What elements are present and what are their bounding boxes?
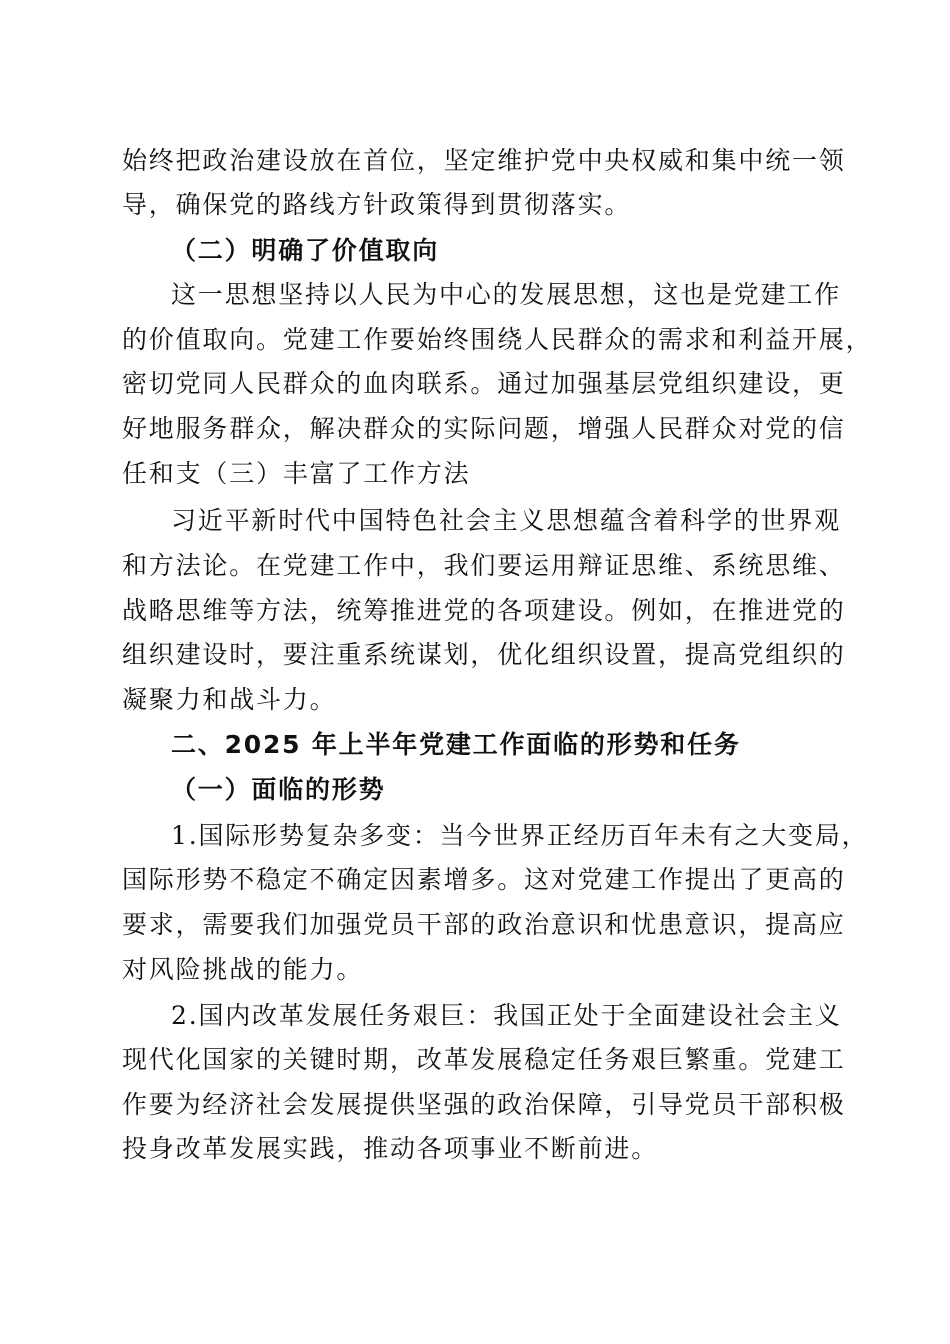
section-subheading: （一）面临的形势 [171, 775, 386, 804]
paragraph-line: 作要为经济社会发展提供坚强的政治保障，引导党员干部积极 [122, 1090, 846, 1119]
paragraph-line: 任和支（三）丰富了工作方法 [122, 459, 471, 488]
paragraph-line: 组织建设时，要注重系统谋划，优化组织设置，提高党组织的 [122, 640, 846, 669]
paragraph-line: 的价值取向。党建工作要始终围绕人民群众的需求和利益开展， [122, 325, 873, 354]
paragraph-line: 密切党同人民群众的血肉联系。通过加强基层党组织建设，更 [122, 369, 846, 398]
paragraph-line: 始终把政治建设放在首位，坚定维护党中央权威和集中统一领 [122, 146, 846, 175]
paragraph-line: 战略思维等方法，统筹推进党的各项建设。例如，在推进党的 [122, 596, 846, 625]
paragraph-line: 习近平新时代中国特色社会主义思想蕴含着科学的世界观 [171, 506, 842, 535]
section-heading: 二、2025 年上半年党建工作面临的形势和任务 [171, 730, 741, 759]
paragraph-line: 2.国内改革发展任务艰巨：我国正处于全面建设社会主义 [171, 1001, 842, 1030]
paragraph-line: 1.国际形势复杂多变：当今世界正经历百年未有之大变局， [171, 821, 869, 850]
paragraph-line: 好地服务群众，解决群众的实际问题，增强人民群众对党的信 [122, 414, 846, 443]
paragraph-line: 现代化国家的关键时期，改革发展稳定任务艰巨繁重。党建工 [122, 1045, 846, 1074]
paragraph-line: 投身改革发展实践，推动各项事业不断前进。 [122, 1134, 659, 1163]
paragraph-line: 这一思想坚持以人民为中心的发展思想，这也是党建工作 [171, 280, 842, 309]
paragraph-line: 导，确保党的路线方针政策得到贯彻落实。 [122, 190, 632, 219]
paragraph-line: 要求，需要我们加强党员干部的政治意识和忧患意识，提高应 [122, 910, 846, 939]
paragraph-line: 凝聚力和战斗力。 [122, 685, 337, 714]
paragraph-line: 国际形势不稳定不确定因素增多。这对党建工作提出了更高的 [122, 865, 846, 894]
paragraph-line: 对风险挑战的能力。 [122, 955, 364, 984]
section-subheading: （二）明确了价值取向 [171, 236, 440, 265]
paragraph-line: 和方法论。在党建工作中，我们要运用辩证思维、系统思维、 [122, 551, 846, 580]
